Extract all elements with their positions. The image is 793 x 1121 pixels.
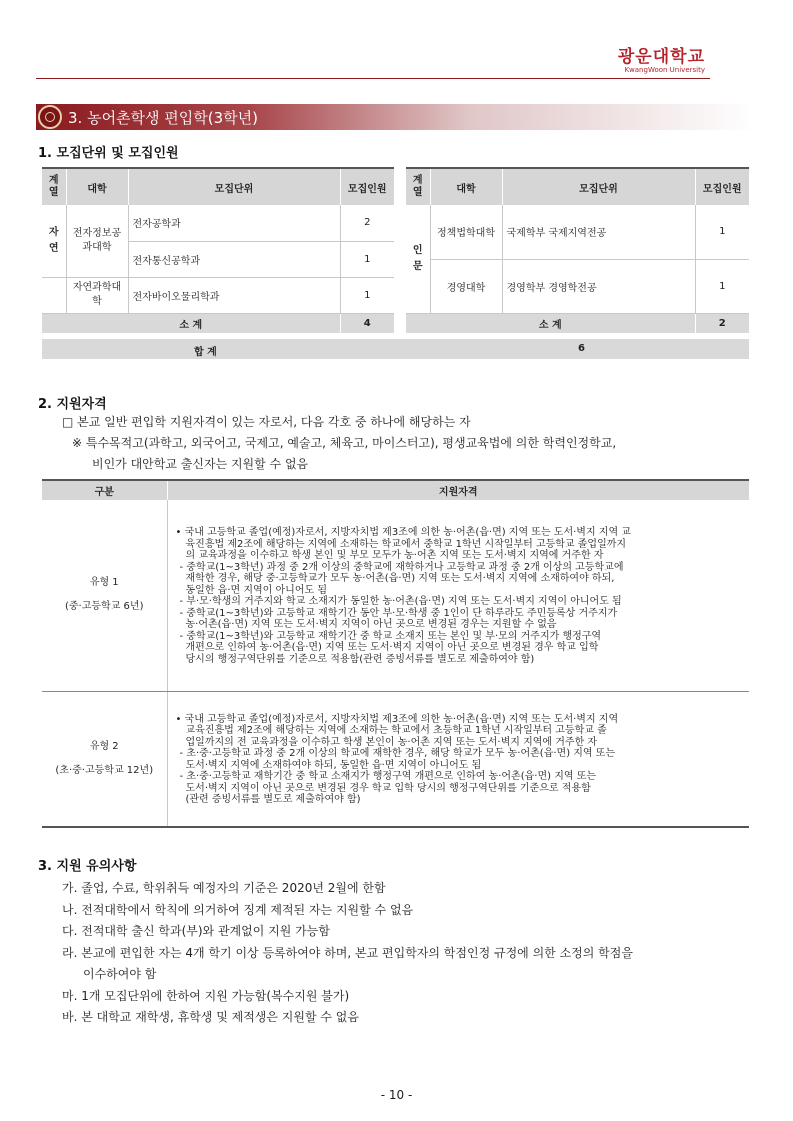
table-row [42,500,749,691]
recruitment-table-left [42,167,394,334]
col-header-unit: 모집단위 [502,168,695,205]
eligibility-desc [167,500,749,691]
unit-cell: 전자바이오물리학과 [128,277,340,313]
desc-line: (관련 증빙서류를 별도로 제출하여야 함) [185,794,361,806]
unit-cell: 국제학부 국제지역전공 [502,205,695,259]
college-cell: 정책법학대학 [430,205,502,259]
col-header-type: 구분 [42,480,167,500]
heading-eligibility: 2. 지원자격 [38,397,107,412]
college-cell: 전자정보공과대학 [66,205,128,277]
desc-line: 재학한 경우, 해당 중·고등학교가 모두 농·어촌(읍·면) 지역 또는 도서·벽지 지역에 소재하여야 하되, [185,573,615,585]
desc-line: 의 교육과정을 이수하고 학생 본인 및 부모 모두가 농·어촌 지역 또는 도서·벽지 지역에 거주한 자 [185,550,604,562]
desc-line: - 부·모·학생의 거주지와 학교 소재지가 동일한 농·어촌(읍·면) 지역 또는 도서·벽지 지역이 아니어도 됨 [179,596,622,608]
university-logo [618,48,705,75]
total-value: 6 [578,343,585,354]
type-name: 유형 2 [89,740,119,752]
desc-line: - 중학교(1~3학년)와 고등학교 재학기간 동안 부·모·학생 중 1인이 단 하루라도 주민등록상 거주지가 [179,607,618,619]
desc-line: 농·어촌(읍·면) 지역 또는 도서·벽지 지역이 아닌 곳으로 변경된 경우는 지원할 수 없음 [185,619,557,631]
desc-line: 업일까지의 전 교육과정을 이수하고 학생 본인이 농·어촌 지역 또는 도서·벽지 지역에 거주한 자 [185,736,598,748]
desc-line: 개편으로 인하여 농·어촌(읍·면) 지역 또는 도서·벽지 지역이 아닌 곳으로 변경된 경우 학교 입학 [185,642,599,654]
desc-line: - 초·중·고등학교 재학기간 중 학교 소재지가 행정구역 개편으로 인하여 농·어촌(읍·면) 지역 또는 [179,771,597,783]
desc-line: 도서·벽지 지역에 소재하여야 하되, 동일한 읍·면 지역이 아니어도 됨 [185,759,482,771]
col-header-field: 계열 [42,168,66,205]
logo-text: 광운대학교 [617,47,705,67]
count-cell: 1 [340,241,394,277]
desc-line: - 중학교(1~3학년) 과정 중 2개 이상의 중학교에 재학하거나 고등학교 과정 중 2개 이상의 고등학교에 [179,561,624,573]
desc-line: • 국내 고등학교 졸업(예정)자로서, 지방자치법 제3조에 의한 농·어촌(읍·면) 지역 또는 도서·벽지 지역 [175,713,619,725]
desc-line: - 초·중·고등학교 과정 중 2개 이상의 학교에 재학한 경우, 해당 학교가 모두 농·어촌(읍·면) 지역 또는 [179,748,616,760]
header-divider [36,78,710,79]
count-cell: 1 [695,205,749,259]
list-item: 마. 1개 모집단위에 한하여 지원 가능함(복수지원 불가) [62,988,350,1003]
heading-notes: 3. 지원 유의사항 [38,859,137,874]
total-label: 합 계 [194,347,217,358]
field-cell: 인문 [406,205,430,313]
subtotal-label: 소 계 [42,313,340,333]
list-item: 가. 졸업, 수료, 학위취득 예정자의 기준은 2020년 2월에 한함 [62,881,386,895]
col-header-eligibility: 지원자격 [167,480,749,500]
col-header-college: 대학 [430,168,502,205]
desc-line: • 국내 고등학교 졸업(예정)자로서, 지방자치법 제3조에 의한 농·어촌(읍·면) 지역 또는 도서·벽지 지역 교 [175,527,631,539]
page-number: - 10 - [380,1088,413,1102]
type-sub: (중·고등학교 6년) [65,601,144,613]
list-item-continuation: 이수하여야 함 [83,967,157,981]
list-item: 라. 본교에 편입한 자는 4개 학기 이상 등록하여야 하며, 본교 편입학자의 학점인정 규정에 의한 소정의 학점을 [62,945,633,960]
desc-line: 당시의 행정구역단위를 기준으로 적용함(관련 증빙서류를 별도로 제출하여야 함) [185,653,535,665]
field-cell: 자연 [42,205,66,277]
eligibility-desc [167,691,749,827]
count-cell: 2 [340,205,394,241]
desc-line: 도서·벽지 지역이 아닌 곳으로 변경된 경우 학교 입학 당시의 행정구역단위를 기준으로 적용함 [185,782,591,794]
col-header-count: 모집인원 [695,168,749,205]
type-name: 유형 1 [89,577,119,589]
heading-recruitment: 1. 모집단위 및 모집인원 [38,146,179,161]
table-row [42,691,749,827]
eligibility-note-line1: ※ 특수목적고(과학고, 외국어고, 국제고, 예술고, 체육고, 마이스터고), 평생교육법에 의한 학력인정학교, [72,436,617,450]
subtotal-label: 소 계 [406,313,695,333]
list-item: 나. 전적대학에서 학칙에 의거하여 징계 제적된 자는 지원할 수 없음 [62,902,414,917]
list-item: 다. 전적대학 출신 학과(부)와 관계없이 지원 가능함 [62,924,330,938]
college-cell: 경영대학 [430,259,502,313]
unit-cell: 경영학부 경영학전공 [502,259,695,313]
col-header-college: 대학 [66,168,128,205]
field-cell-empty [42,277,66,313]
desc-line: 교육진흥법 제2조에 해당하는 지역에 소재하는 학교에서 초등학교 1학년 시작일부터 고등학교 졸 [185,725,607,737]
recruitment-table-right [406,167,749,334]
logo-subtext: KwangWoon University [624,66,705,74]
col-header-count: 모집인원 [340,168,394,205]
subtotal-value: 4 [340,313,394,333]
total-row [42,339,749,359]
type-cell [42,691,167,827]
eligibility-intro: □ 본교 일반 편입학 지원자격이 있는 자로서, 다음 각호 중 하나에 해당하는 자 [62,415,471,429]
university-seal-icon [38,105,62,129]
college-cell: 자연과학대학 [66,277,128,313]
count-cell: 1 [695,259,749,313]
unit-cell: 전자통신공학과 [128,241,340,277]
type-cell [42,500,167,691]
eligibility-note-line2: 비인가 대안학교 출신자는 지원할 수 없음 [92,457,309,471]
desc-line: - 중학교(1~3학년)와 고등학교 재학기간 중 학교 소재지 또는 본인 및 부·모의 거주지가 행정구역 [179,630,602,642]
type-sub: (초·중·고등학교 12년) [55,764,154,776]
col-header-unit: 모집단위 [128,168,340,205]
eligibility-table [42,479,749,828]
list-item: 바. 본 대학교 재학생, 휴학생 및 제적생은 지원할 수 없음 [62,1010,359,1024]
count-cell: 1 [340,277,394,313]
col-header-field: 계열 [406,168,430,205]
section-title: 3. 농어촌학생 편입학(3학년) [68,109,258,127]
desc-line: 동일한 읍·면 지역이 아니어도 됨 [185,584,327,596]
unit-cell: 전자공학과 [128,205,340,241]
desc-line: 육진흥법 제2조에 해당하는 지역에 소재하는 학교에서 중학교 1학년 시작일부터 고등학교 졸업일까지 [185,538,627,550]
subtotal-value: 2 [695,313,749,333]
notes-list [62,878,633,1029]
